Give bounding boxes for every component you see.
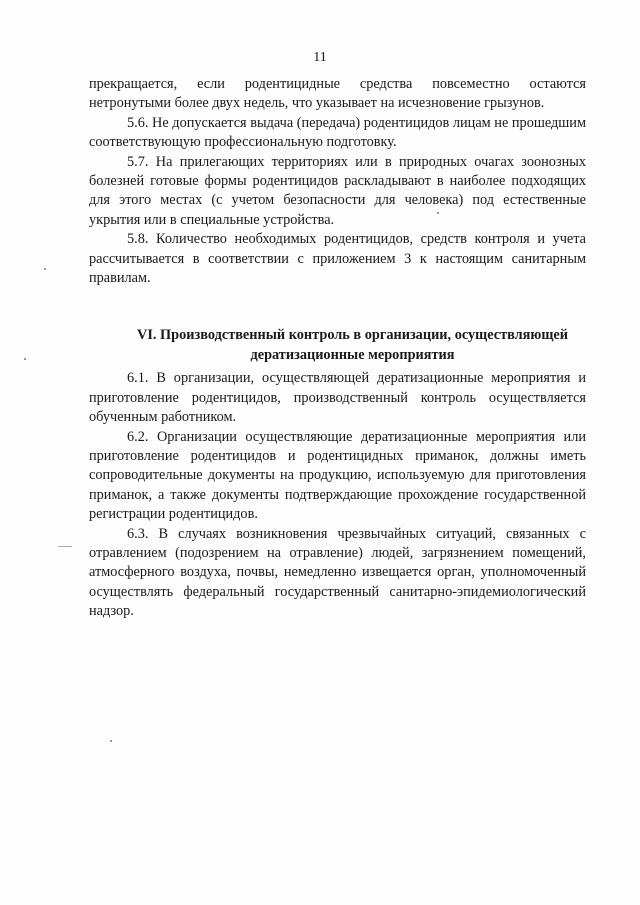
scan-speck	[24, 358, 26, 360]
paragraph-5-8: 5.8. Количество необходимых родентицидов, средств контроля и учета рассчитывается в соответствии с приложением 3 к настоящим санитарным правилам.	[89, 231, 586, 287]
paragraph-5-7: 5.7. На прилегающих территориях или в природных очагах зоонозных болезней готовые формы родентицидов раскладывают в наиболее подходящих для этого местах (с учетом безопасности для человека) под естественные укрытия или в специальные устройства.	[89, 153, 586, 228]
section-title: VI. Производственный контроль в организации, осуществляющей дератизационные мероприятия	[137, 327, 568, 363]
page-body	[89, 75, 586, 622]
paragraph-continuation: прекращается, если родентицидные средства повсеместно остаются нетронутыми более двух недель, что указывает на исчезновение грызунов.	[89, 76, 586, 112]
paragraph-6-1: 6.1. В организации, осуществляющей дератизационные мероприятия и приготовление родентицидов, производственный контроль осуществляется обученным работником.	[89, 370, 586, 426]
scan-dash-mark	[58, 546, 72, 547]
paragraph-6-2: 6.2. Организации осуществляющие дератизационные мероприятия или приготовление родентицидов и родентицидных приманок, должны иметь сопроводительные документы на продукцию, используемую для приготовления приманок, а также документы подтверждающие прохождение государственной регистрации родентицидов.	[89, 428, 586, 523]
paragraph-6-3: 6.3. В случаях возникновения чрезвычайных ситуаций, связанных с отравлением (подозрением на отравление) людей, загрязнением помещений, атмосферного воздуха, почвы, немедленно извещается орган, уполномоченный осуществлять федеральный государственный санитарно-эпидемиологический надзор.	[89, 525, 586, 620]
scan-speck	[44, 268, 46, 270]
scan-speck	[110, 740, 112, 742]
paragraph-5-6: 5.6. Не допускается выдача (передача) родентицидов лицам не прошедшим соответствующую профессиональную подготовку.	[89, 114, 586, 151]
page-number: 11	[313, 50, 327, 65]
scan-speck	[437, 212, 439, 214]
